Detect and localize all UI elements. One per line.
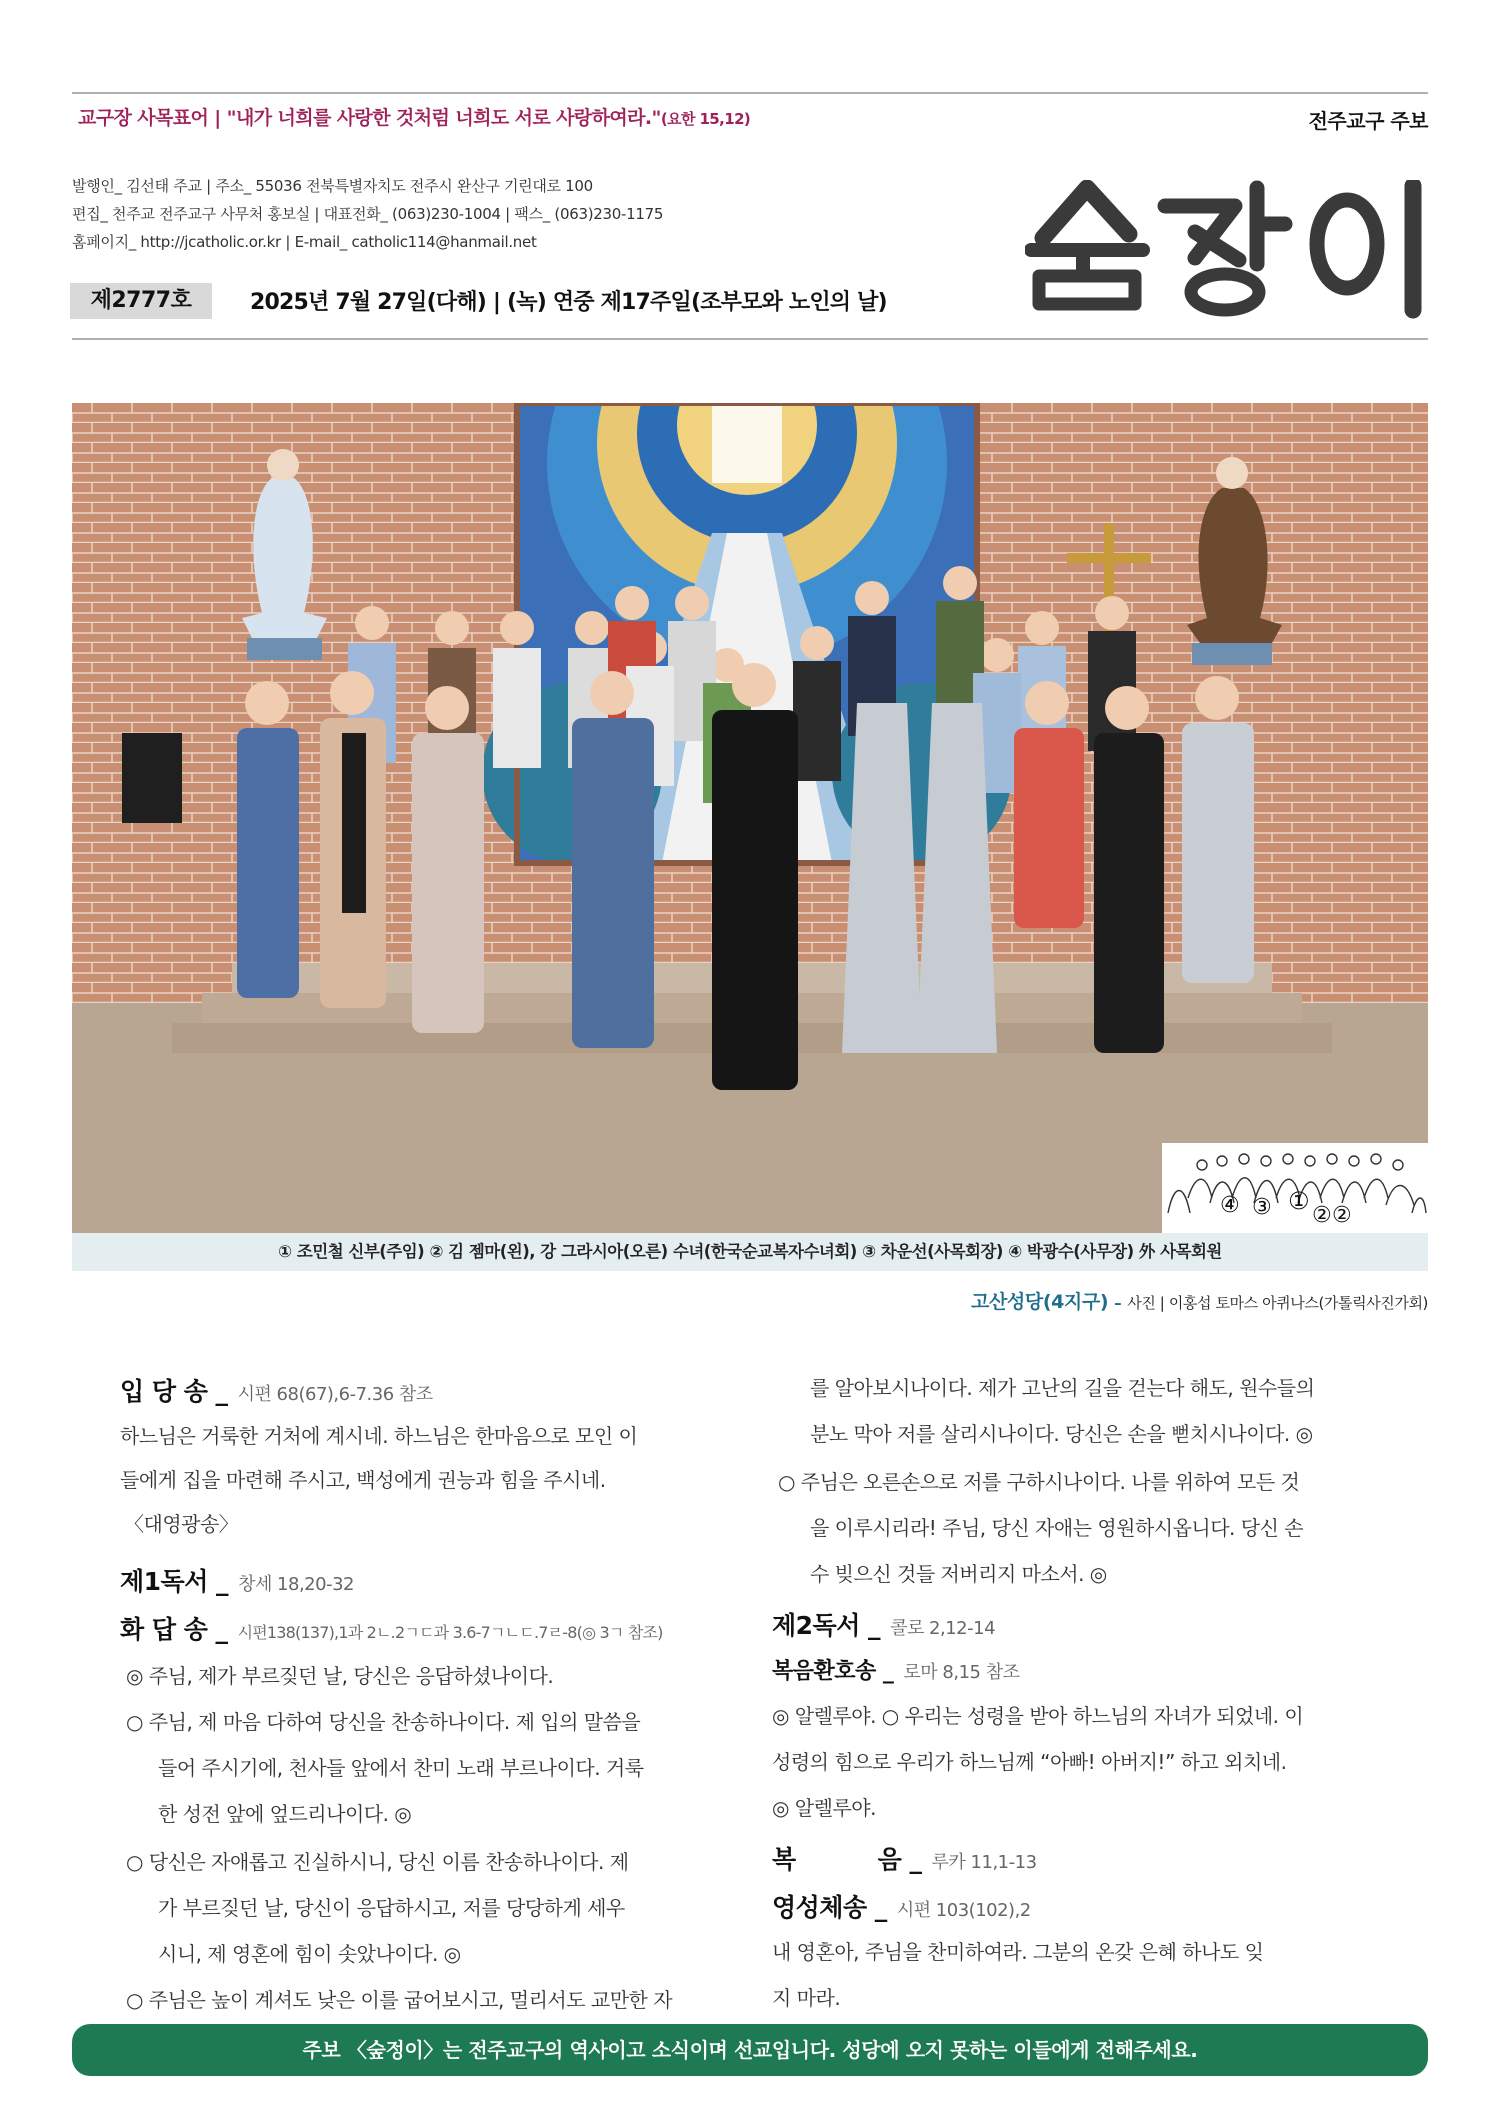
reading1-title: 제1독서 _ bbox=[120, 1567, 229, 1596]
masthead-logo bbox=[1025, 180, 1435, 320]
entrance-antiphon-heading bbox=[120, 1372, 433, 1408]
publisher-line-2: 편집_ 천주교 전주교구 사무처 홍보실 | 대표전화_ (063)230-1004 | 팩스_ (063)230-1175 bbox=[72, 205, 664, 223]
alleluia-line-2: 성령의 힘으로 우리가 하느님께 “아빠! 아버지!” 하고 외치네. bbox=[772, 1750, 1287, 1774]
group-photo-illustration bbox=[72, 403, 1428, 1233]
psalm-heading bbox=[120, 1610, 663, 1646]
communion-title: 영성체송 _ bbox=[772, 1893, 887, 1922]
key-number-1: ① bbox=[1288, 1187, 1310, 1215]
psalm-title: 화 답 송 _ bbox=[120, 1615, 228, 1644]
footer-banner: 주보 〈숲정이〉는 전주교구의 역사이고 소식이며 선교입니다. 성당에 오지 못하는 이들에게 전해주세요. bbox=[72, 2024, 1428, 2076]
paper-name: 전주교구 주보 bbox=[1308, 109, 1428, 133]
alleluia-line-1: ◎ 알렐루야. ○ 우리는 성령을 받아 하느님의 자녀가 되었네. 이 bbox=[772, 1704, 1304, 1728]
entrance-ref: 시편 68(67),6-7.36 참조 bbox=[237, 1384, 433, 1405]
photo-key-diagram bbox=[1162, 1143, 1428, 1233]
publisher-line-3: 홈페이지_ http://jcatholic.or.kr | E-mail_ catholic114@hanmail.net bbox=[72, 233, 537, 251]
gospel-title: 복 음 _ bbox=[772, 1845, 922, 1874]
key-number-2-right: ② bbox=[1332, 1203, 1352, 1228]
motto-ref: (요한 15,12) bbox=[660, 110, 751, 128]
psalm-verse-1-line-2: 들어 주시기에, 천사들 앞에서 찬미 노래 부르나이다. 거룩 bbox=[158, 1756, 644, 1780]
publisher-line-1: 발행인_ 김선태 주교 | 주소_ 55036 전북특별자치도 전주시 완산구 기린대로 100 bbox=[72, 177, 593, 195]
psalm-verse-1-line-1: ○ 주님, 제 마음 다하여 당신을 찬송하나이다. 제 입의 말씀을 bbox=[126, 1710, 641, 1734]
alleluia-line-3: ◎ 알렐루야. bbox=[772, 1796, 876, 1820]
key-number-2-left: ② bbox=[1312, 1203, 1332, 1228]
gospel-ref: 루카 11,1-13 bbox=[931, 1852, 1037, 1873]
psalm-verse-2-line-1: ○ 당신은 자애롭고 진실하시니, 당신 이름 찬송하나이다. 제 bbox=[126, 1850, 629, 1874]
alleluia-title: 복음환호송 _ bbox=[772, 1659, 894, 1684]
psalm-response: ◎ 주님, 제가 부르짖던 날, 당신은 응답하셨나이다. bbox=[126, 1664, 554, 1688]
church-name: 고산성당(4지구) bbox=[971, 1291, 1109, 1313]
gospel-acclamation-heading bbox=[772, 1654, 1020, 1685]
psalm-verse-3-line-3: 분노 막아 저를 살리시나이다. 당신은 손을 뻗치시나이다. ◎ bbox=[810, 1422, 1313, 1446]
credit-dash: – bbox=[1114, 1294, 1122, 1312]
psalm-verse-4-line-1: ○ 주님은 오른손으로 저를 구하시나이다. 나를 위하여 모든 것 bbox=[778, 1470, 1300, 1494]
entrance-line-2: 들에게 집을 마련해 주시고, 백성에게 권능과 힘을 주시네. bbox=[120, 1468, 606, 1492]
psalm-verse-1-line-3: 한 성전 앞에 엎드리나이다. ◎ bbox=[158, 1802, 412, 1826]
psalm-verse-2-line-3: 시니, 제 영혼에 힘이 솟았나이다. ◎ bbox=[158, 1942, 461, 1966]
masthead-logo-art bbox=[1025, 180, 1435, 320]
reading2-title: 제2독서 _ bbox=[772, 1611, 881, 1640]
group-photo bbox=[72, 403, 1428, 1233]
psalm-verse-4-line-3: 수 빚으신 것들 저버리지 마소서. ◎ bbox=[810, 1562, 1107, 1586]
issue-number: 제2777호 bbox=[70, 283, 212, 319]
psalm-verse-4-line-2: 을 이루시리라! 주님, 당신 자애는 영원하시옵니다. 당신 손 bbox=[810, 1516, 1304, 1540]
motto-text: "내가 너희를 사랑한 것처럼 너희도 서로 사랑하여라." bbox=[226, 107, 661, 129]
key-number-3: ③ bbox=[1252, 1195, 1272, 1220]
communion-line-2: 지 마라. bbox=[772, 1986, 841, 2010]
reading1-ref: 창세 18,20-32 bbox=[238, 1574, 354, 1595]
issue-date-line: 2025년 7월 27일(다해) | (녹) 연중 제17주일(조부모와 노인의 날) bbox=[250, 290, 887, 315]
entrance-line-3: 〈대영광송〉 bbox=[124, 1512, 239, 1536]
psalm-verse-3-line-2: 를 알아보시나이다. 제가 고난의 길을 걷는다 해도, 원수들의 bbox=[810, 1376, 1315, 1400]
psalm-verse-2-line-2: 가 부르짖던 날, 당신이 응답하시고, 저를 당당하게 세우 bbox=[158, 1896, 625, 1920]
photo-credit bbox=[971, 1287, 1428, 1314]
header-bottom-rule bbox=[72, 338, 1428, 340]
communion-ref: 시편 103(102),2 bbox=[896, 1900, 1031, 1921]
photographer-credit: 사진 | 이홍섭 토마스 아퀴나스(가톨릭사진가회) bbox=[1127, 1294, 1428, 1312]
motto-label: 교구장 사목표어 | bbox=[78, 107, 227, 129]
entrance-title: 입 당 송 _ bbox=[120, 1377, 228, 1406]
first-reading-heading bbox=[120, 1562, 354, 1598]
communion-line-1: 내 영혼아, 주님을 찬미하여라. 그분의 온갖 은혜 하나도 잊 bbox=[772, 1940, 1264, 1964]
photo-caption: ① 조민철 신부(주임) ② 김 젬마(왼), 강 그라시아(오른) 수녀(한국순교복자수녀회) ③ 차운선(사목회장) ④ 박광수(사무장) 外 사목회원 bbox=[72, 1233, 1428, 1271]
reading2-ref: 콜로 2,12-14 bbox=[890, 1618, 996, 1639]
psalm-ref: 시편138(137),1과 2ㄴ.2ㄱㄷ과 3.6-7ㄱㄴㄷ.7ㄹ-8(◎ 3ㄱ 참조) bbox=[237, 1623, 663, 1642]
bishop-motto bbox=[78, 103, 750, 130]
entrance-line-1: 하느님은 거룩한 거처에 계시네. 하느님은 한마음으로 모인 이 bbox=[120, 1424, 638, 1448]
top-rule bbox=[72, 92, 1428, 94]
second-reading-heading bbox=[772, 1606, 995, 1642]
gospel-heading bbox=[772, 1840, 1037, 1876]
psalm-verse-3-line-1: ○ 주님은 높이 계셔도 낮은 이를 굽어보시고, 멀리서도 교만한 자 bbox=[126, 1988, 673, 2012]
communion-antiphon-heading bbox=[772, 1888, 1031, 1924]
key-number-4: ④ bbox=[1220, 1193, 1240, 1218]
alleluia-ref: 로마 8,15 참조 bbox=[903, 1662, 1020, 1683]
